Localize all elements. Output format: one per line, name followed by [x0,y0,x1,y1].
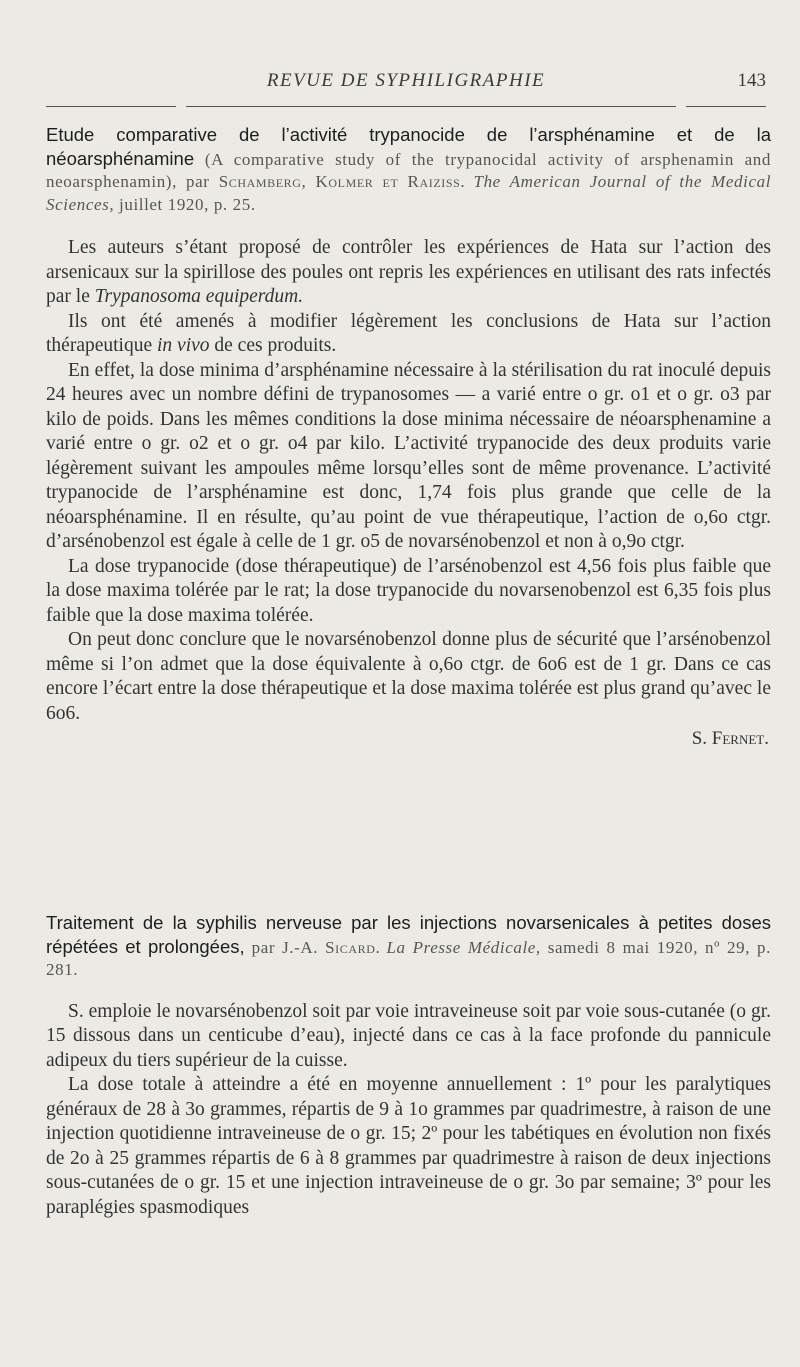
article-authors: Sicard. [325,937,381,957]
journal-name: La Presse Médicale, [386,937,541,957]
page-number: 143 [737,70,766,91]
journal-name: The American Journal of the Medical Sciences, [46,172,772,214]
paragraph: La dose trypanocide (dose thérapeutique) de l’arsénobenzol est 4,56 fois plus faible que la dose maxima tolérée par le rat; la dose trypanocide du novarsenobenzol est 6,35 fois plus faible que la dose maxima tolérée. [46,555,771,626]
article-reference: par J.-A. [244,937,326,957]
article-title: Traitement de la syphilis nerveuse par les injections novarsenicales à petites doses répétées et prolongées, [46,912,771,957]
in-vivo-term: in vivo [157,335,210,356]
publication-date: juillet 1920, p. 25. [114,194,256,214]
paragraph: Ils ont été amenés à modifier légèrement les conclusions de Hata sur l’action thérapeutique in vivo de ces produits. [46,310,771,356]
header-rule [186,106,676,107]
running-title: REVUE DE SYPHILIGRAPHIE [266,70,546,91]
running-head [46,70,766,110]
article-body [46,236,771,750]
article-body [46,1000,771,1221]
species-name: Trypanosoma equiperdum. [94,286,304,307]
signature: S. Fernet. [691,728,769,749]
paragraph: S. emploie le novarsénobenzol soit par voie intraveineuse soit par voie sous-cutanée (o gr. 15 dissous dans un centicube d’eau), injecté dans ce cas à la face profonde du pannicule adipeux du tiers supérieur de la cuisse. [46,1000,771,1071]
header-rule [46,106,176,107]
article-neurosyphilis [46,912,771,1220]
article-authors: Schamberg, Kolmer et Raiziss. [218,172,466,191]
paragraph: On peut donc conclure que le novarsénobenzol donne plus de sécurité que l’arsénobenzol même si l’on admet que la dose équivalente à o,6o ctgr. de 6o6 est de 1 gr. Dans ce cas encore l’écart entre la dose thérapeutique et la dose maxima tolérée est plus grand qu’avec le 6o6. [46,629,771,724]
article-heading [46,912,771,982]
paragraph: La dose totale à atteindre a été en moyenne annuellement : 1º pour les paralytiques généraux de 28 à 3o grammes, répartis de 9 à 1o grammes par quadrimestre, à raison de une injection quotidienne intraveineuse de o gr. 15; 2º pour les tabétiques en évolution non fixés de 2o à 25 grammes répartis de 6 à 8 grammes par quadrimestre à raison de deux injections sous-cutanées de o gr. 15 et une injection intraveineuse de o gr. 3o par semaine; 3º pour les paraplégies spasmodiques [46,1074,771,1218]
article-title: Etude comparative de l’activité trypanocide de l’arsphénamine et de la néoarsphénamine [46,124,771,169]
paragraph: En effet, la dose minima d’arsphénamine nécessaire à la stérilisation du rat inoculé depuis 24 heures avec un nombre défini de trypanosomes — a varié entre o gr. o1 et o gr. o3 par kilo de poids. Dans les mêmes conditions la dose minima nécessaire de néoarsphenamine a varié entre o gr. o2 et o gr. o4 par kilo. L’activité trypanocide des deux produits varie légèrement suivant les ampoules même lorsqu’elles sont de même provenance. L’activité trypanocide de l’arsphénamine est donc, 1,74 fois plus grande que celle de la néoarsphénamine. Il en résulte, qu’au point de vue thérapeutique, l’action de o,6o ctgr. d’arsénobenzol est égale à celle de 1 gr. o5 de novarsénobenzol et non à o,9o ctgr. [46,359,771,552]
header-rule [686,106,766,107]
publication-date: samedi 8 mai 1920, nº 29, p. 281. [46,937,771,979]
paragraph: Les auteurs s’étant proposé de contrôler les expériences de Hata sur l’action des arsenicaux sur la spirillose des poules ont repris les expériences en utilisant des rats infectés par le Trypanosoma equiperdum. [46,237,771,307]
article-arsphenamine [46,124,771,750]
article-reference: (A comparative study of the trypanocidal activity of arsphenamin and neoarsphenamin), par [46,149,771,191]
article-heading [46,124,771,216]
